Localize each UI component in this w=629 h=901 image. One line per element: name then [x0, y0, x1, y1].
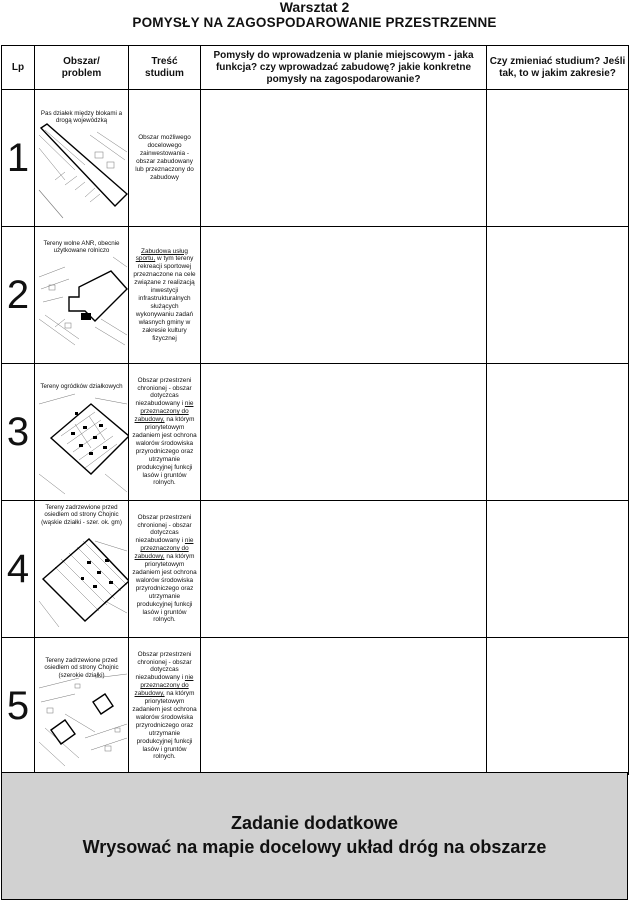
ideas-cell[interactable]: [201, 638, 487, 775]
ideas-cell[interactable]: [201, 90, 487, 227]
area-cell: [35, 638, 129, 775]
map-sketch-4: [35, 501, 129, 638]
area-label: Tereny wolne ANR, obecnie użytkowane rolniczo: [43, 240, 120, 255]
content-cell: [129, 638, 201, 775]
content-cell: [129, 227, 201, 364]
row-number: 3: [2, 364, 35, 501]
extra-task-instruction: Wrysować na mapie docelowy układ dróg na obszarze: [82, 837, 547, 857]
ideas-table: [1, 45, 629, 775]
area-label: Tereny zadrzewione przed osiedlem od strony Chojnic (wąskie działki - szer. ok. gm): [41, 504, 122, 526]
change-cell[interactable]: [487, 364, 629, 501]
study-description: Obszar przestrzeni chronionej - obszar dotyczcas niezabudowany i nie przeznaczony do zabudowy, na którym priorytetowym zadaniem jest ochrona walorów środowiska przyrodniczego oraz utrzymanie produkcyjnej funkcji lasów i gruntów rolnych.: [132, 650, 197, 761]
map-sketch-1: [35, 90, 129, 227]
area-cell: [35, 501, 129, 638]
ideas-cell[interactable]: [201, 227, 487, 364]
page-title: POMYSŁY NA ZAGOSPODAROWANIE PRZESTRZENNE: [132, 15, 497, 30]
content-cell: [129, 364, 201, 501]
extra-task-box: [1, 772, 628, 900]
col-header-ideas: Pomysły do wprowadzenia w planie miejscowym - jaka funkcja? czy wprowadzać zabudowę? jakie konkretne pomysły na zagospodarowanie?: [201, 46, 487, 90]
col-header-area: Obszar/ problem: [35, 46, 129, 90]
row-number: 4: [2, 501, 35, 638]
table-row: [2, 227, 629, 364]
study-description: Obszar przestrzeni chronionej - obszar dotyczcas niezabudowany i nie przeznaczony do zabudowy, na którym priorytetowym zadaniem jest ochrona walorów środowiska przyrodniczego oraz utrzymanie produkcyjnej funkcji lasów i gruntów rolnych.: [132, 376, 197, 487]
area-cell: [35, 227, 129, 364]
area-label: Tereny zadrzewione przed osiedlem od strony Chojnic (szerokie działki): [44, 657, 119, 679]
row-number: 5: [2, 638, 35, 775]
workshop-title: Warsztat 2: [279, 0, 350, 15]
col-header-lp: Lp: [2, 46, 35, 90]
table-row: [2, 90, 629, 227]
row-number: 2: [2, 227, 35, 364]
ideas-cell[interactable]: [201, 364, 487, 501]
map-sketch-5: [35, 638, 129, 775]
change-cell[interactable]: [487, 90, 629, 227]
row-number: 1: [2, 90, 35, 227]
study-description: Obszar przestrzeni chronionej - obszar dotyczcas niezabudowany i nie przeznaczony do zabudowy, na którym priorytetowym zadaniem jest ochrona walorów środowiska przyrodniczego oraz utrzymanie produkcyjnej funkcji lasów i gruntów rolnych.: [132, 513, 197, 624]
study-description: Zabudowa usług sportu, w tym tereny rekreacji sportowej przeznaczone na cele związane z realizacją inwestycji infrastrukturalnych służących wykonywaniu zadań własnych gminy w zakresie kultury fizycznej: [133, 247, 196, 342]
col-header-content: Treść studium: [129, 46, 201, 90]
area-label: Tereny ogródków działkowych: [40, 383, 123, 390]
change-cell[interactable]: [487, 638, 629, 775]
content-cell: [129, 90, 201, 227]
map-sketch-2: [35, 227, 129, 364]
table-row: [2, 638, 629, 775]
content-cell: [129, 501, 201, 638]
map-sketch-3: [35, 364, 129, 501]
table-row: [2, 501, 629, 638]
area-cell: [35, 364, 129, 501]
col-header-change: Czy zmieniać studium? Jeśli tak, to w jakim zakresie?: [487, 46, 629, 90]
table-header-row: [2, 46, 629, 90]
change-cell[interactable]: [487, 227, 629, 364]
study-description: Obszar możliwego docelowego zainwestowania - obszar zabudowany lub przeznaczony do zabudowy: [135, 134, 194, 181]
table-row: [2, 364, 629, 501]
area-label: Pas działek między blokami a drogą wojewódzką: [40, 110, 123, 125]
ideas-cell[interactable]: [201, 501, 487, 638]
extra-task-title: Zadanie dodatkowe: [230, 813, 399, 833]
change-cell[interactable]: [487, 501, 629, 638]
area-cell: [35, 90, 129, 227]
